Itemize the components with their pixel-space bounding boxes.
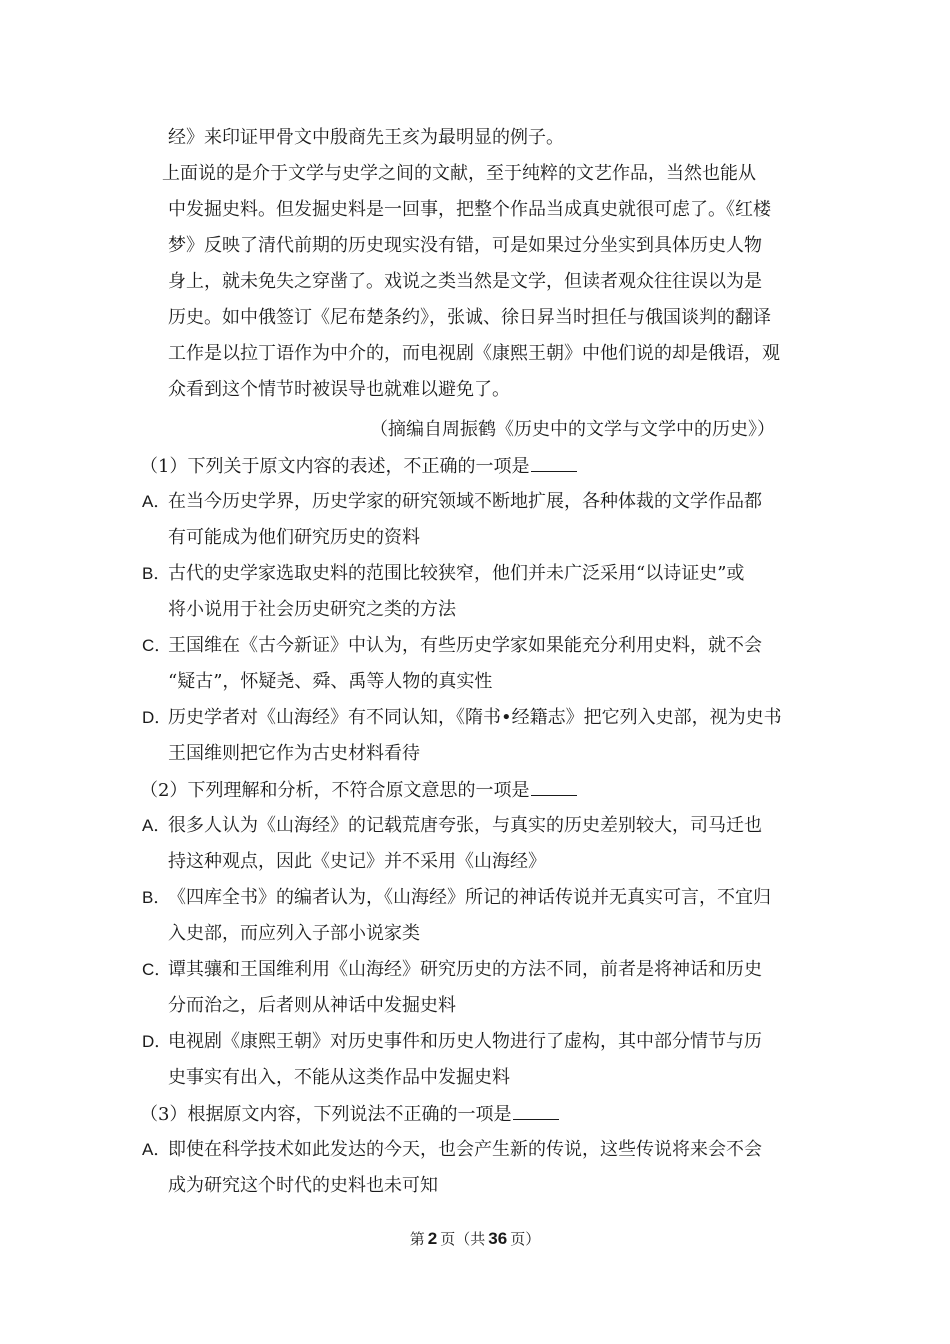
option-label: D． bbox=[142, 708, 172, 727]
option-text: 《四库全书》的编者认为，《山海经》所记的神话传说并无真实可言，不宜归 bbox=[168, 887, 771, 908]
option-text: 历史学者对《山海经》有不同认知，《隋书•经籍志》把它列入史部，视为史书 bbox=[168, 707, 782, 728]
option-text: 王国维则把它作为古史材料看待 bbox=[168, 743, 420, 764]
option-text: “疑古”，怀疑尧、舜、禹等人物的真实性 bbox=[168, 671, 493, 692]
passage-line: 上面说的是介于文学与史学之间的文献，至于纯粹的文艺作品，当然也能从 bbox=[162, 163, 756, 184]
option-text: 将小说用于社会历史研究之类的方法 bbox=[168, 599, 456, 620]
page-footer: 第 2 页（共 36 页） bbox=[409, 1229, 541, 1248]
passage-line: 历史。如中俄签订《尼布楚条约》，张诚、徐日昇当时担任与俄国谈判的翻译 bbox=[168, 307, 771, 328]
option-label: C． bbox=[142, 636, 172, 655]
option-text: 入史部，而应列入子部小说家类 bbox=[168, 923, 420, 944]
current-page-number: 2 bbox=[427, 1229, 438, 1248]
option-label: B． bbox=[142, 564, 171, 583]
option-label: C． bbox=[142, 960, 172, 979]
answer-blank[interactable] bbox=[531, 778, 577, 796]
option-text: 王国维在《古今新证》中认为，有些历史学家如果能充分利用史料，就不会 bbox=[168, 635, 762, 656]
answer-blank[interactable] bbox=[513, 1102, 559, 1120]
option-text: 有可能成为他们研究历史的资料 bbox=[168, 527, 420, 548]
option-label: B． bbox=[142, 888, 171, 907]
question-stem: （2）下列理解和分析，不符合原文意思的一项是 bbox=[140, 778, 577, 803]
passage-line: 身上，就未免失之穿凿了。戏说之类当然是文学，但读者观众往往误以为是 bbox=[168, 271, 762, 292]
total-page-count: 36 bbox=[488, 1229, 508, 1248]
passage-source: （摘编自周振鹤《历史中的文学与文学中的历史》） bbox=[370, 419, 775, 440]
option-text: 持这种观点，因此《史记》并不采用《山海经》 bbox=[168, 851, 546, 872]
option-text: 谭其骧和王国维利用《山海经》研究历史的方法不同，前者是将神话和历史 bbox=[168, 959, 762, 980]
option-text: 在当今历史学界，历史学家的研究领域不断地扩展，各种体裁的文学作品都 bbox=[168, 491, 762, 512]
option-text: 分而治之，后者则从神话中发掘史料 bbox=[168, 995, 456, 1016]
passage-line: 众看到这个情节时被误导也就难以避免了。 bbox=[168, 379, 510, 400]
passage-line: 中发掘史料。但发掘史料是一回事，把整个作品当成真史就很可虑了。《红楼 bbox=[168, 199, 771, 220]
option-label: A． bbox=[142, 1140, 171, 1159]
option-label: A． bbox=[142, 492, 171, 511]
question-stem: （1）下列关于原文内容的表述，不正确的一项是 bbox=[140, 454, 577, 479]
option-text: 电视剧《康熙王朝》对历史事件和历史人物进行了虚构，其中部分情节与历 bbox=[168, 1031, 762, 1052]
option-label: D． bbox=[142, 1032, 172, 1051]
option-text: 史事实有出入，不能从这类作品中发掘史料 bbox=[168, 1067, 510, 1088]
option-text: 成为研究这个时代的史料也未可知 bbox=[168, 1175, 438, 1196]
answer-blank[interactable] bbox=[531, 454, 577, 472]
passage-line: 梦》反映了清代前期的历史现实没有错，可是如果过分坐实到具体历史人物 bbox=[168, 235, 762, 256]
passage-line: 经》来印证甲骨文中殷商先王亥为最明显的例子。 bbox=[168, 127, 564, 148]
option-text: 古代的史学家选取史料的范围比较狭窄，他们并未广泛采用“以诗证史”或 bbox=[168, 563, 745, 584]
passage-line: 工作是以拉丁语作为中介的，而电视剧《康熙王朝》中他们说的却是俄语，观 bbox=[168, 343, 780, 364]
option-text: 即使在科学技术如此发达的今天，也会产生新的传说，这些传说将来会不会 bbox=[168, 1139, 762, 1160]
question-stem: （3）根据原文内容，下列说法不正确的一项是 bbox=[140, 1102, 559, 1127]
option-text: 很多人认为《山海经》的记载荒唐夸张，与真实的历史差别较大，司马迁也 bbox=[168, 815, 762, 836]
option-label: A． bbox=[142, 816, 171, 835]
